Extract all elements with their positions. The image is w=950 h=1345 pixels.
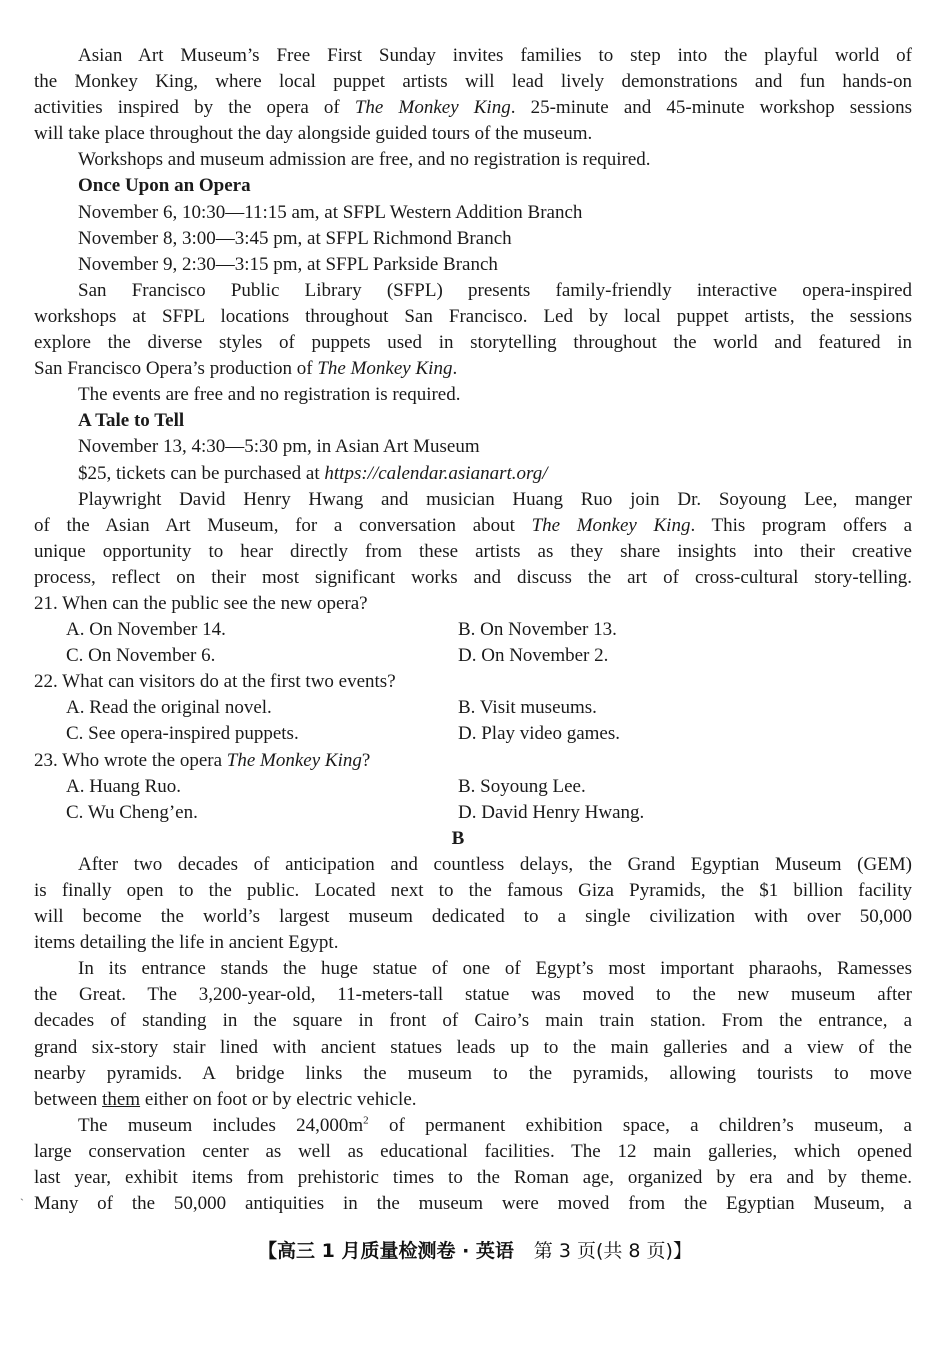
option-c[interactable]: C. Wu Cheng’en. (66, 801, 198, 823)
opera-title: The Monkey King (531, 514, 691, 536)
paragraph-line: last year, exhibit items from prehistoric times to the Roman age, organized by era and by theme. (34, 1167, 912, 1189)
event-title: Once Upon an Opera (78, 175, 251, 197)
paragraph-line: the Great. The 3,200-year-old, 11-meters-tall statue was moved to the new museum after (34, 984, 912, 1006)
question-text: What can visitors do at the first two events? (62, 671, 396, 693)
paragraph-line: After two decades of anticipation and countless delays, the Grand Egyptian Museum (GEM) (78, 853, 912, 875)
option-c[interactable]: C. See opera-inspired puppets. (66, 723, 299, 745)
paragraph-line: activities inspired by the opera of The Monkey King. 25-minute and 45-minute workshop sessions (34, 97, 913, 119)
paragraph-line: process, reflect on their most significant works and discuss the art of cross-cultural story-telling. (34, 566, 912, 588)
options-row (34, 721, 912, 747)
question-23: 23. Who wrote the opera The Monkey King? (34, 749, 371, 771)
paragraph-line: unique opportunity to hear directly from these artists as they share insights into their creative (34, 540, 912, 562)
underlined-word: them (102, 1088, 141, 1110)
event-date: November 6, 10:30—11:15 am, at SFPL Western Addition Branch (78, 201, 583, 223)
opera-title: The Monkey King (354, 97, 511, 119)
options-row (34, 643, 912, 669)
option-b[interactable]: B. On November 13. (458, 619, 617, 641)
option-d[interactable]: D. David Henry Hwang. (458, 801, 645, 823)
paragraph-line: Many of the 50,000 antiquities in the museum were moved from the Egyptian Museum, a (34, 1193, 912, 1215)
ticket-url: https://calendar.asianart.org/ (324, 462, 548, 484)
scan-mark: ˋ (20, 1196, 24, 1210)
paragraph-line: between them either on foot or by electric vehicle. (34, 1088, 417, 1110)
event-price: $25, tickets can be purchased at https://calendar.asianart.org/ (78, 462, 548, 484)
options-row (34, 800, 912, 826)
option-a[interactable]: A. Huang Ruo. (66, 775, 182, 797)
paragraph-line: In its entrance stands the huge statue of one of Egypt’s most important pharaohs, Ramesses (78, 958, 912, 980)
option-a[interactable]: A. On November 14. (66, 619, 226, 641)
exam-page (34, 43, 912, 1217)
paragraph-line: explore the diverse styles of puppets used in storytelling throughout the world and featured in (34, 332, 912, 354)
page-footer (0, 1236, 950, 1263)
question-text: When can the public see the new opera? (62, 592, 368, 614)
option-b[interactable]: B. Visit museums. (458, 697, 597, 719)
event-date: November 8, 3:00—3:45 pm, at SFPL Richmond Branch (78, 227, 512, 249)
paragraph-line: items detailing the life in ancient Egypt. (34, 932, 339, 954)
option-b[interactable]: B. Soyoung Lee. (458, 775, 586, 797)
paragraph-line: San Francisco Public Library (SFPL) presents family-friendly interactive opera-inspired (78, 279, 912, 301)
paragraph-line: Workshops and museum admission are free, and no registration is required. (78, 149, 651, 171)
question-22 (34, 669, 912, 695)
paragraph-line: is finally open to the public. Located next to the famous Giza Pyramids, the $1 billion facility (34, 880, 912, 901)
paragraph-line: Playwright David Henry Hwang and musician Huang Ruo join Dr. Soyoung Lee, manger (78, 488, 912, 510)
paragraph-line: Asian Art Museum’s Free First Sunday invites families to step into the playful world of (78, 45, 912, 66)
options-row (34, 774, 912, 800)
options-row (34, 617, 912, 643)
paragraph-line: San Francisco Opera’s production of The Monkey King. (34, 358, 458, 380)
page-number: 第 3 页(共 8 页)】 (533, 1240, 692, 1262)
option-d[interactable]: D. On November 2. (458, 645, 609, 667)
opera-title: The Monkey King (317, 358, 453, 380)
paragraph-line: decades of standing in the square in front of Cairo’s main train station. From the entrance, a (34, 1010, 912, 1032)
paragraph-line: grand six-story stair lined with ancient statues leads up to the main galleries and a view of the (34, 1036, 912, 1058)
exam-title: 【高三 1 月质量检测卷 · 英语 (258, 1240, 514, 1262)
paragraph-line: large conservation center as well as educational facilities. The 12 main galleries, which opened (34, 1140, 912, 1162)
event-date: November 9, 2:30—3:15 pm, at SFPL Parkside Branch (78, 253, 498, 275)
options-row (34, 695, 912, 721)
paragraph-line: of the Asian Art Museum, for a conversation about The Monkey King. This program offers a (34, 514, 913, 536)
option-a[interactable]: A. Read the original novel. (66, 697, 272, 719)
event-date: November 13, 4:30—5:30 pm, in Asian Art Museum (78, 436, 480, 458)
question-number: 21. (34, 592, 58, 614)
option-d[interactable]: D. Play video games. (458, 723, 621, 745)
option-c[interactable]: C. On November 6. (66, 645, 216, 667)
paragraph-line: will take place throughout the day alongside guided tours of the museum. (34, 123, 593, 145)
opera-title: The Monkey King (226, 749, 362, 771)
paragraph-line: will become the world’s largest museum dedicated to a single civilization with over 50,000 (34, 906, 912, 928)
paragraph-line: workshops at SFPL locations throughout San Francisco. Led by local puppet artists, the sessions (34, 305, 912, 327)
paragraph-line: the Monkey King, where local puppet artists will lead lively demonstrations and fun hands-on (34, 71, 912, 93)
question-21 (34, 591, 912, 617)
question-number: 23. (34, 749, 58, 771)
event-title: A Tale to Tell (78, 410, 185, 432)
section-label: B (451, 827, 465, 849)
event-note: The events are free and no registration is required. (78, 384, 461, 406)
paragraph-line: nearby pyramids. A bridge links the museum to the pyramids, allowing tourists to move (34, 1062, 912, 1084)
question-number: 22. (34, 671, 58, 693)
paragraph-line: The museum includes $24,000m^2$ of permanent exhibition space, a children’s museum, a (78, 1114, 912, 1136)
